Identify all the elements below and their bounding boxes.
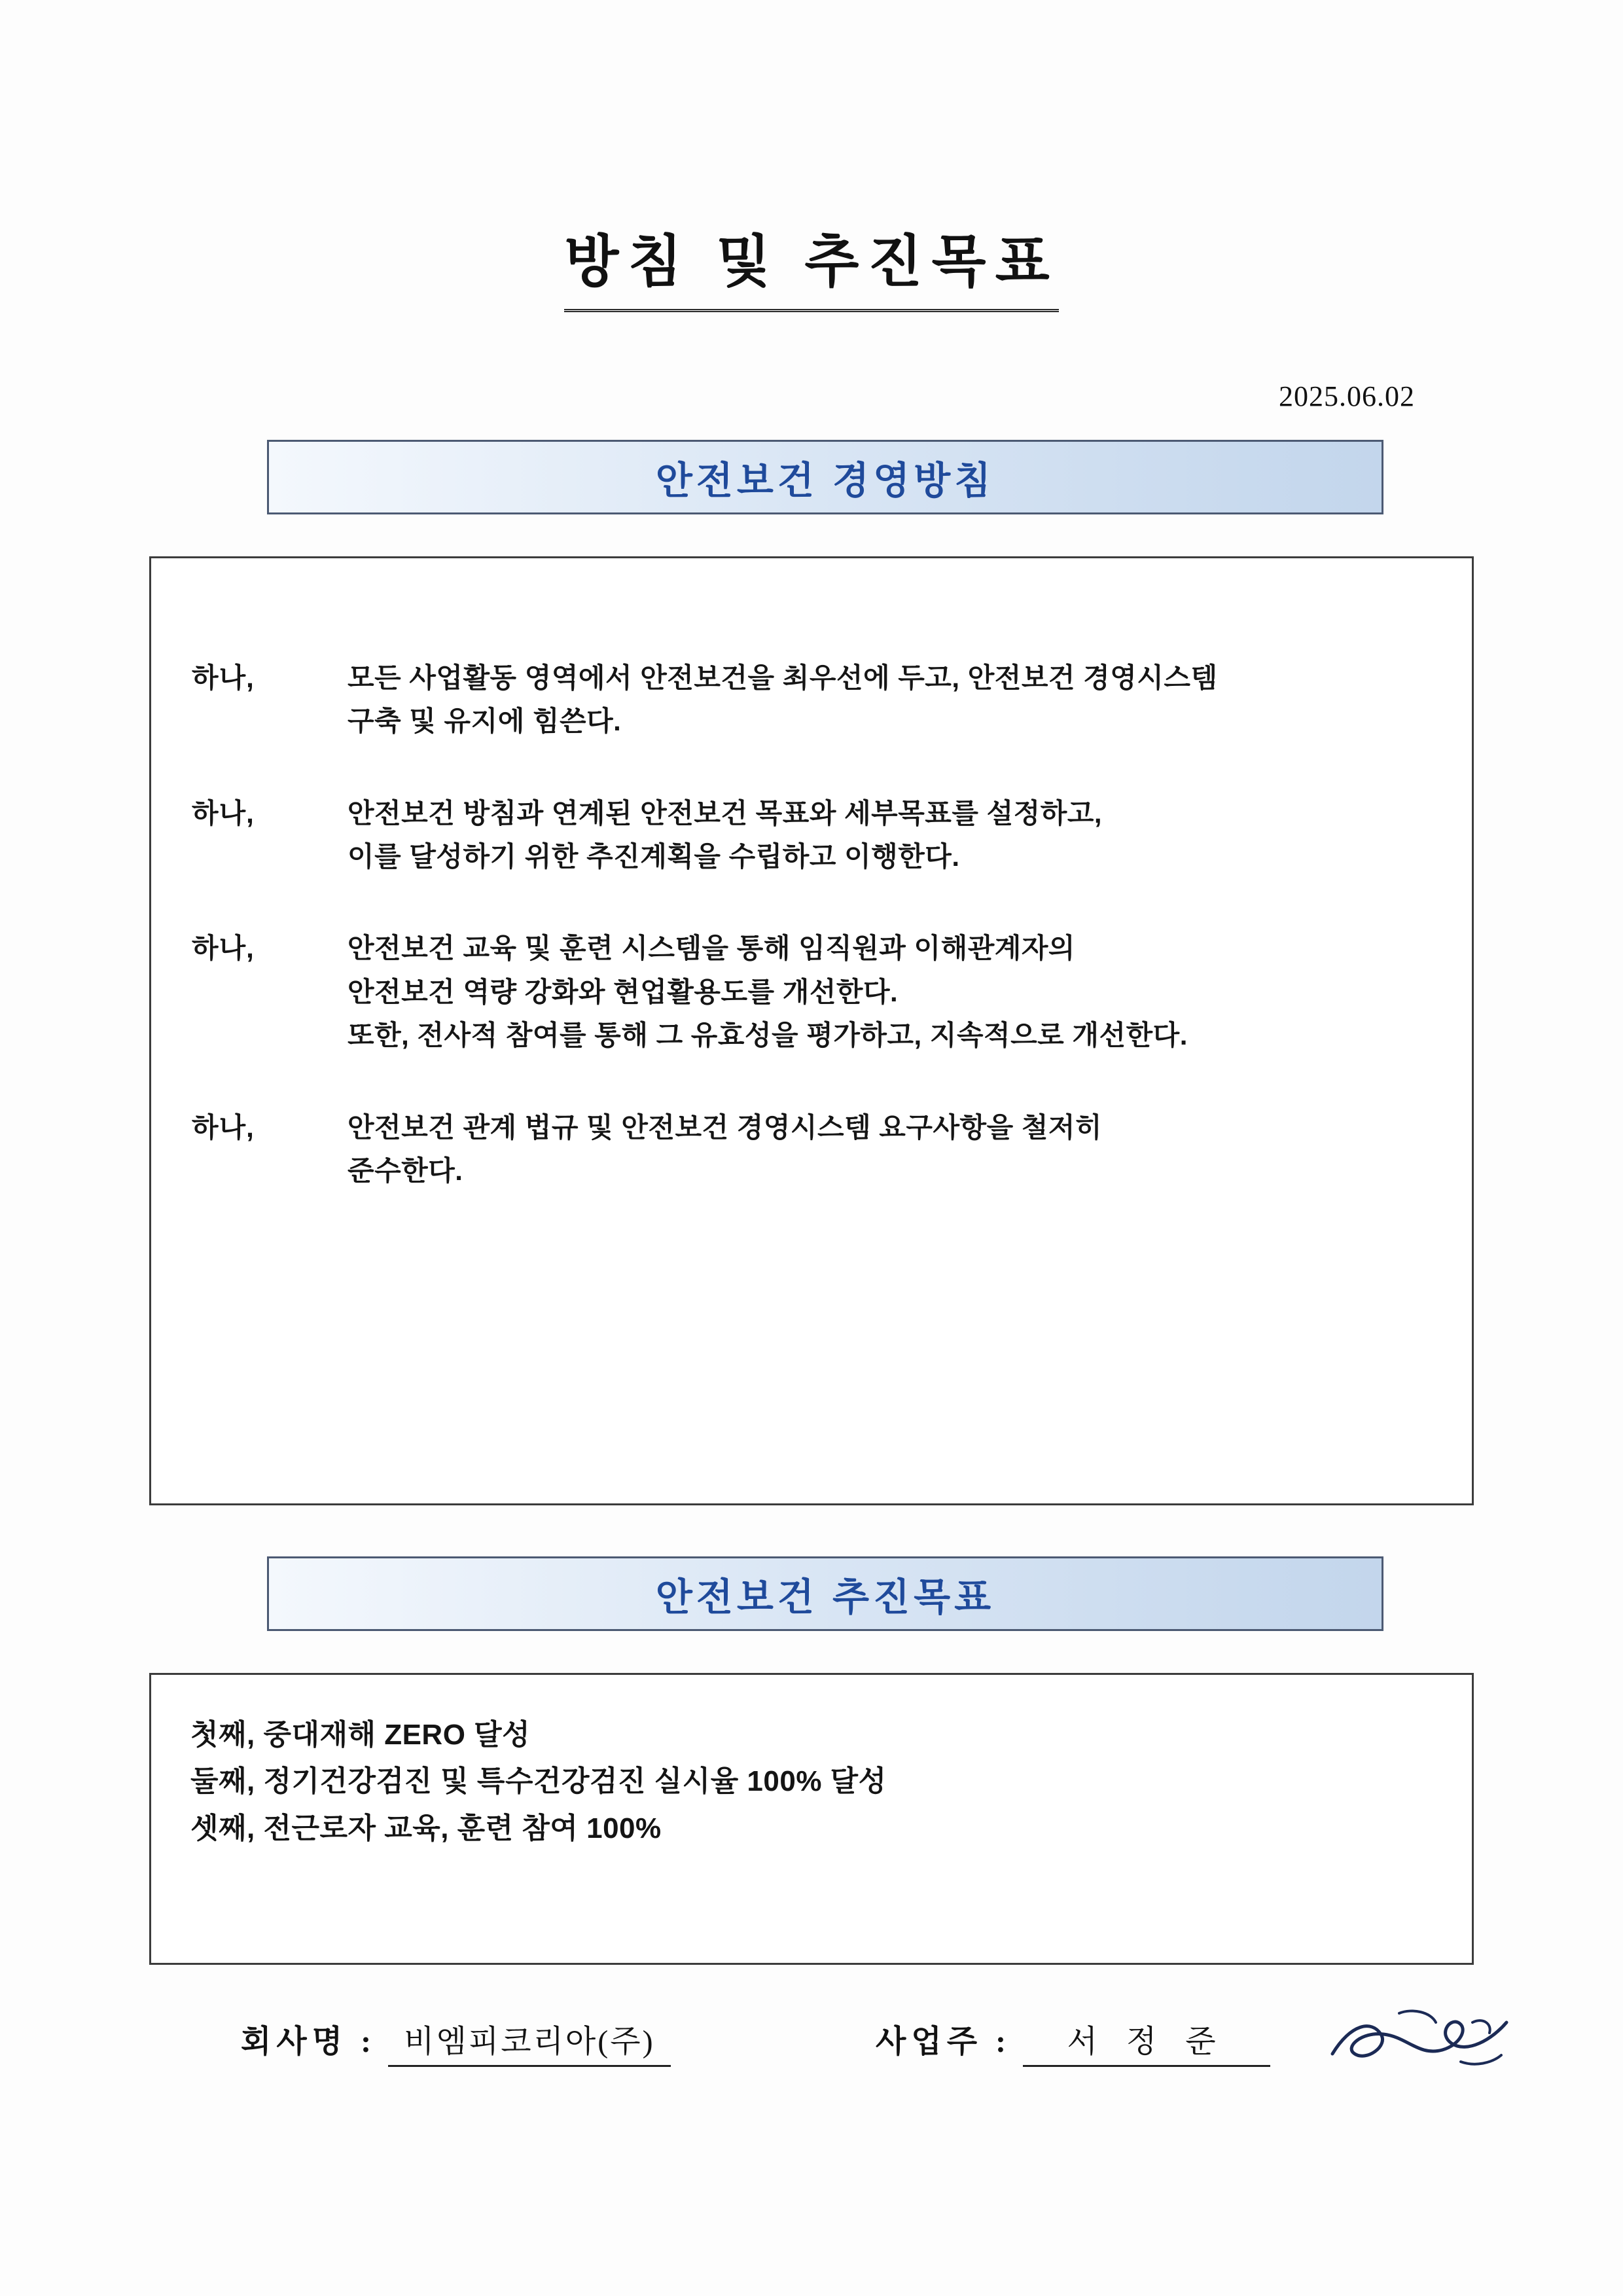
goal-item: 첫째, 중대재해 ZERO 달성 bbox=[190, 1719, 531, 1751]
goals-content-box bbox=[149, 1673, 1474, 1965]
company-value: 비엠피코리아(주) bbox=[388, 2016, 671, 2067]
handwritten-signature-icon bbox=[1321, 1994, 1517, 2092]
policy-item-text bbox=[348, 656, 1472, 744]
policy-item bbox=[151, 792, 1472, 879]
policy-item bbox=[151, 656, 1472, 744]
policy-item-text bbox=[348, 927, 1472, 1057]
policy-item bbox=[151, 927, 1472, 1057]
goal-item: 둘째, 정기건강검진 및 특수건강검진 실시율 100% 달성 bbox=[190, 1765, 887, 1798]
owner-label: 사업주 : bbox=[876, 2024, 1012, 2059]
goals-list bbox=[190, 1712, 1446, 1852]
policy-list bbox=[151, 656, 1472, 1241]
section-banner-goals-label: 안전보건 추진목표 bbox=[655, 1576, 995, 1619]
policy-item-marker: 하나, bbox=[192, 933, 255, 964]
policy-item-line: 또한, 전사적 참여를 통해 그 유효성을 평가하고, 지속적으로 개선한다. bbox=[348, 1020, 1188, 1051]
policy-item bbox=[151, 1106, 1472, 1193]
policy-item-line: 안전보건 역량 강화와 현업활용도를 개선한다. bbox=[348, 976, 899, 1007]
policy-item-line: 준수한다. bbox=[348, 1155, 463, 1186]
document-date: 2025.06.02 bbox=[1279, 380, 1415, 412]
section-banner-policy bbox=[267, 440, 1383, 514]
section-banner-goals bbox=[267, 1556, 1383, 1631]
policy-item-marker: 하나, bbox=[192, 662, 255, 693]
section-banner-policy-label: 안전보건 경영방침 bbox=[655, 459, 995, 502]
policy-item-line: 이를 달성하기 위한 추진계획을 수립하고 이행한다. bbox=[348, 841, 960, 872]
policy-item-line: 모든 사업활동 영역에서 안전보건을 최우선에 두고, 안전보건 경영시스템 bbox=[348, 662, 1218, 693]
policy-content-box bbox=[149, 556, 1474, 1505]
company-label: 회사명 : bbox=[241, 2024, 377, 2059]
page-title-container bbox=[0, 216, 1623, 312]
policy-item-line: 안전보건 관계 법규 및 안전보건 경영시스템 요구사항을 철저히 bbox=[348, 1111, 1103, 1143]
owner-field bbox=[876, 2016, 1270, 2067]
policy-item-line: 안전보건 방침과 연계된 안전보건 목표와 세부목표를 설정하고, bbox=[348, 797, 1103, 829]
policy-item-marker: 하나, bbox=[192, 797, 255, 829]
page-title: 방침 및 추진목표 bbox=[564, 216, 1058, 312]
policy-item-line: 구축 및 유지에 힘쓴다. bbox=[348, 706, 622, 737]
goal-item: 셋째, 전근로자 교육, 훈련 참여 100% bbox=[190, 1812, 662, 1844]
policy-item-line: 안전보건 교육 및 훈련 시스템을 통해 임직원과 이해관계자의 bbox=[348, 933, 1075, 964]
signature-row bbox=[149, 2016, 1470, 2108]
owner-value: 서 정 준 bbox=[1023, 2016, 1270, 2067]
policy-item-marker: 하나, bbox=[192, 1111, 255, 1143]
policy-item-text bbox=[348, 792, 1472, 879]
company-field bbox=[241, 2016, 671, 2067]
policy-item-text bbox=[348, 1106, 1472, 1193]
